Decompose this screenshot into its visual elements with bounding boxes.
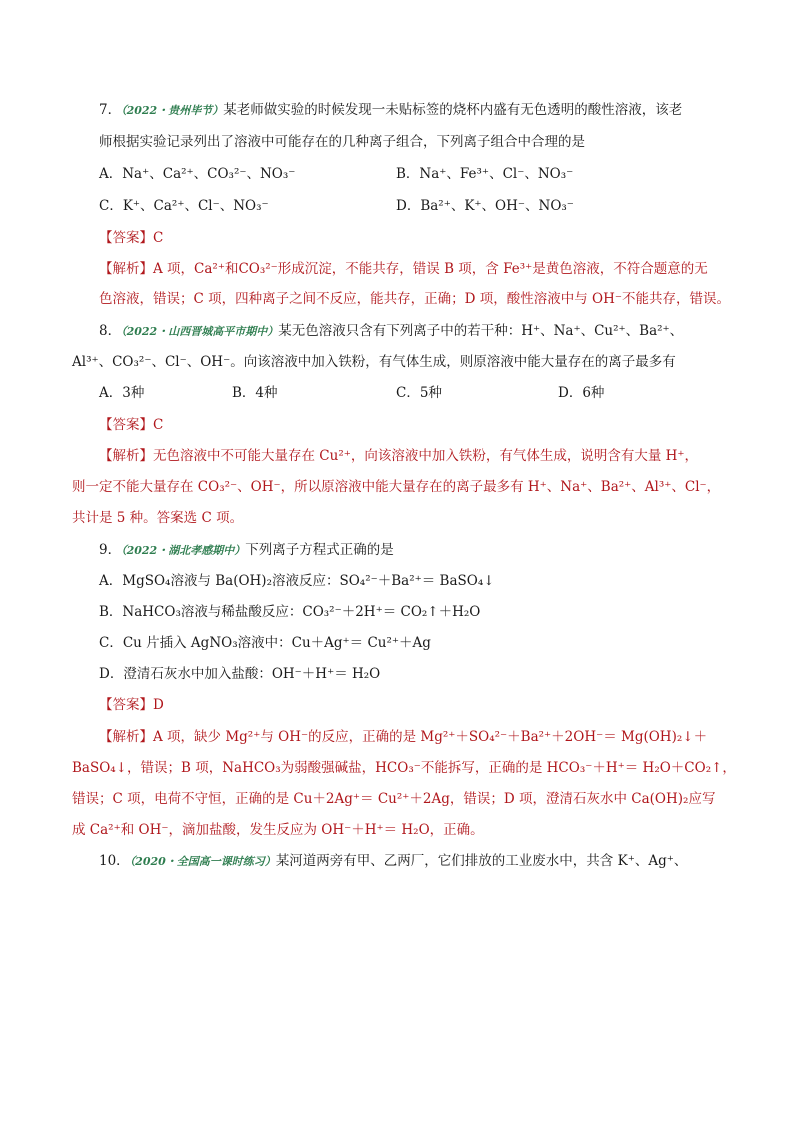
q9-analysis-label: 【解析】: [99, 729, 153, 745]
q10-number: 10．: [99, 853, 130, 869]
q8-analysis-label: 【解析】: [99, 448, 153, 464]
q7-stem-line1: [99, 101, 734, 120]
q9-option-b: B．NaHCO₃溶液与稀盐酸反应：CO₃²⁻＋2H⁺＝ CO₂↑＋H₂O: [99, 604, 481, 620]
q9-stem1: 下列离子方程式正确的是: [245, 542, 394, 558]
q8-answer-label: 【答案】: [99, 417, 153, 433]
q7-option-c: C．K⁺、Ca²⁺、Cl⁻、NO₃⁻: [99, 198, 269, 214]
q9-analysis-line1: [99, 728, 734, 746]
q10-stem-line1: [99, 852, 734, 871]
q8-option-c: C．5种: [396, 385, 442, 401]
q9-analysis-line2: BaSO₄↓，错误；B 项，NaHCO₃为弱酸强碱盐，HCO₃⁻不能拆写，正确的是 HCO₃⁻＋H⁺＝ H₂O＋CO₂↑，: [72, 760, 736, 776]
q9-answer: [99, 696, 734, 714]
q7-analysis-line2: 色溶液，错误；C 项，四种离子之间不反应，能共存，正确；D 项，酸性溶液中与 OH⁻不能共存，错误。: [99, 291, 730, 307]
q7-answer: [99, 229, 734, 247]
q8-stem1: 某无色溶液只含有下列离子中的若干种：H⁺、Na⁺、Cu²⁺、Ba²⁺、: [278, 323, 684, 339]
q8-stem-line1: [99, 322, 734, 341]
q7-stem1: 某老师做实验的时候发现一未贴标签的烧杯内盛有无色透明的酸性溶液，该老: [223, 102, 683, 118]
q8-options-row: [99, 384, 734, 402]
q7-answer-value: C: [153, 230, 164, 246]
q8-answer-value: C: [153, 417, 164, 433]
q8-source: （2022・山西晋城高平市期中）: [121, 325, 279, 338]
q9-analysis-line3: 错误；C 项，电荷不守恒，正确的是 Cu＋2Ag⁺＝ Cu²⁺＋2Ag，错误；D 项，澄清石灰水中 Ca(OH)₂应写: [72, 791, 716, 807]
q9-analysis-line4: 成 Ca²⁺和 OH⁻，滴加盐酸，发生反应为 OH⁻＋H⁺＝ H₂O，正确。: [72, 822, 484, 838]
q7-stem-line2: 师根据实验记录列出了溶液中可能存在的几种离子组合，下列离子组合中合理的是: [99, 134, 585, 150]
q10-stem1: 某河道两旁有甲、乙两厂，它们排放的工业废水中，共含 K⁺、Ag⁺、: [275, 853, 688, 869]
q9-answer-value: D: [153, 697, 164, 713]
q8-option-d: D．6种: [558, 385, 605, 401]
q7-option-a: A．Na⁺、Ca²⁺、CO₃²⁻、NO₃⁻: [99, 166, 296, 182]
q9-option-c: C．Cu 片插入 AgNO₃溶液中：Cu＋Ag⁺＝ Cu²⁺＋Ag: [99, 635, 431, 651]
q7-answer-label: 【答案】: [99, 230, 153, 246]
q8-option-a: A．3种: [99, 385, 145, 401]
q8-option-b: B．4种: [232, 385, 278, 401]
q8-number: 8．: [99, 323, 122, 339]
q7-analysis-line1: [99, 260, 734, 278]
q7-analysis1: A 项，Ca²⁺和CO₃²⁻形成沉淀，不能共存，错误 B 项，含 Fe³⁺是黄色溶液，不符合题意的无: [153, 261, 708, 277]
q9-answer-label: 【答案】: [99, 697, 153, 713]
q7-source: （2022・贵州毕节）: [121, 104, 224, 117]
q9-source: （2022・湖北孝感期中）: [121, 544, 246, 557]
q9-number: 9．: [99, 542, 122, 558]
q9-option-a: A．MgSO₄溶液与 Ba(OH)₂溶液反应：SO₄²⁻＋Ba²⁺＝ BaSO₄↓: [99, 573, 495, 589]
q7-options-row2: [99, 197, 734, 215]
q7-number: 7．: [99, 102, 122, 118]
q7-analysis-label: 【解析】: [99, 261, 153, 277]
q8-analysis-line2: 则一定不能大量存在 CO₃²⁻、OH⁻，所以原溶液中能大量存在的离子最多有 H⁺、Na⁺、Ba²⁺、Al³⁺、Cl⁻，: [72, 479, 721, 495]
q10-source: （2020・全国高一课时练习）: [129, 855, 276, 868]
q7-option-b: B．Na⁺、Fe³⁺、Cl⁻、NO₃⁻: [396, 166, 574, 182]
q7-option-d: D．Ba²⁺、K⁺、OH⁻、NO₃⁻: [396, 198, 574, 214]
q8-answer: [99, 416, 734, 434]
q8-analysis1: 无色溶液中不可能大量存在 Cu²⁺，向该溶液中加入铁粉，有气体生成，说明含有大量 H⁺，: [153, 448, 699, 464]
q9-analysis1: A 项，缺少 Mg²⁺与 OH⁻的反应，正确的是 Mg²⁺＋SO₄²⁻＋Ba²⁺＋2OH⁻＝ Mg(OH)₂↓＋: [153, 729, 708, 745]
q9-option-d: D．澄清石灰水中加入盐酸：OH⁻＋H⁺＝ H₂O: [99, 666, 381, 682]
q8-analysis-line1: [99, 447, 734, 465]
q9-stem-line1: [99, 541, 734, 560]
q8-stem-line2: Al³⁺、CO₃²⁻、Cl⁻、OH⁻。向该溶液中加入铁粉，有气体生成，则原溶液中能大量存在的离子最多有: [72, 354, 676, 370]
q7-options-row1: [99, 165, 734, 183]
q8-analysis-line3: 共计是 5 种。答案选 C 项。: [72, 510, 244, 526]
